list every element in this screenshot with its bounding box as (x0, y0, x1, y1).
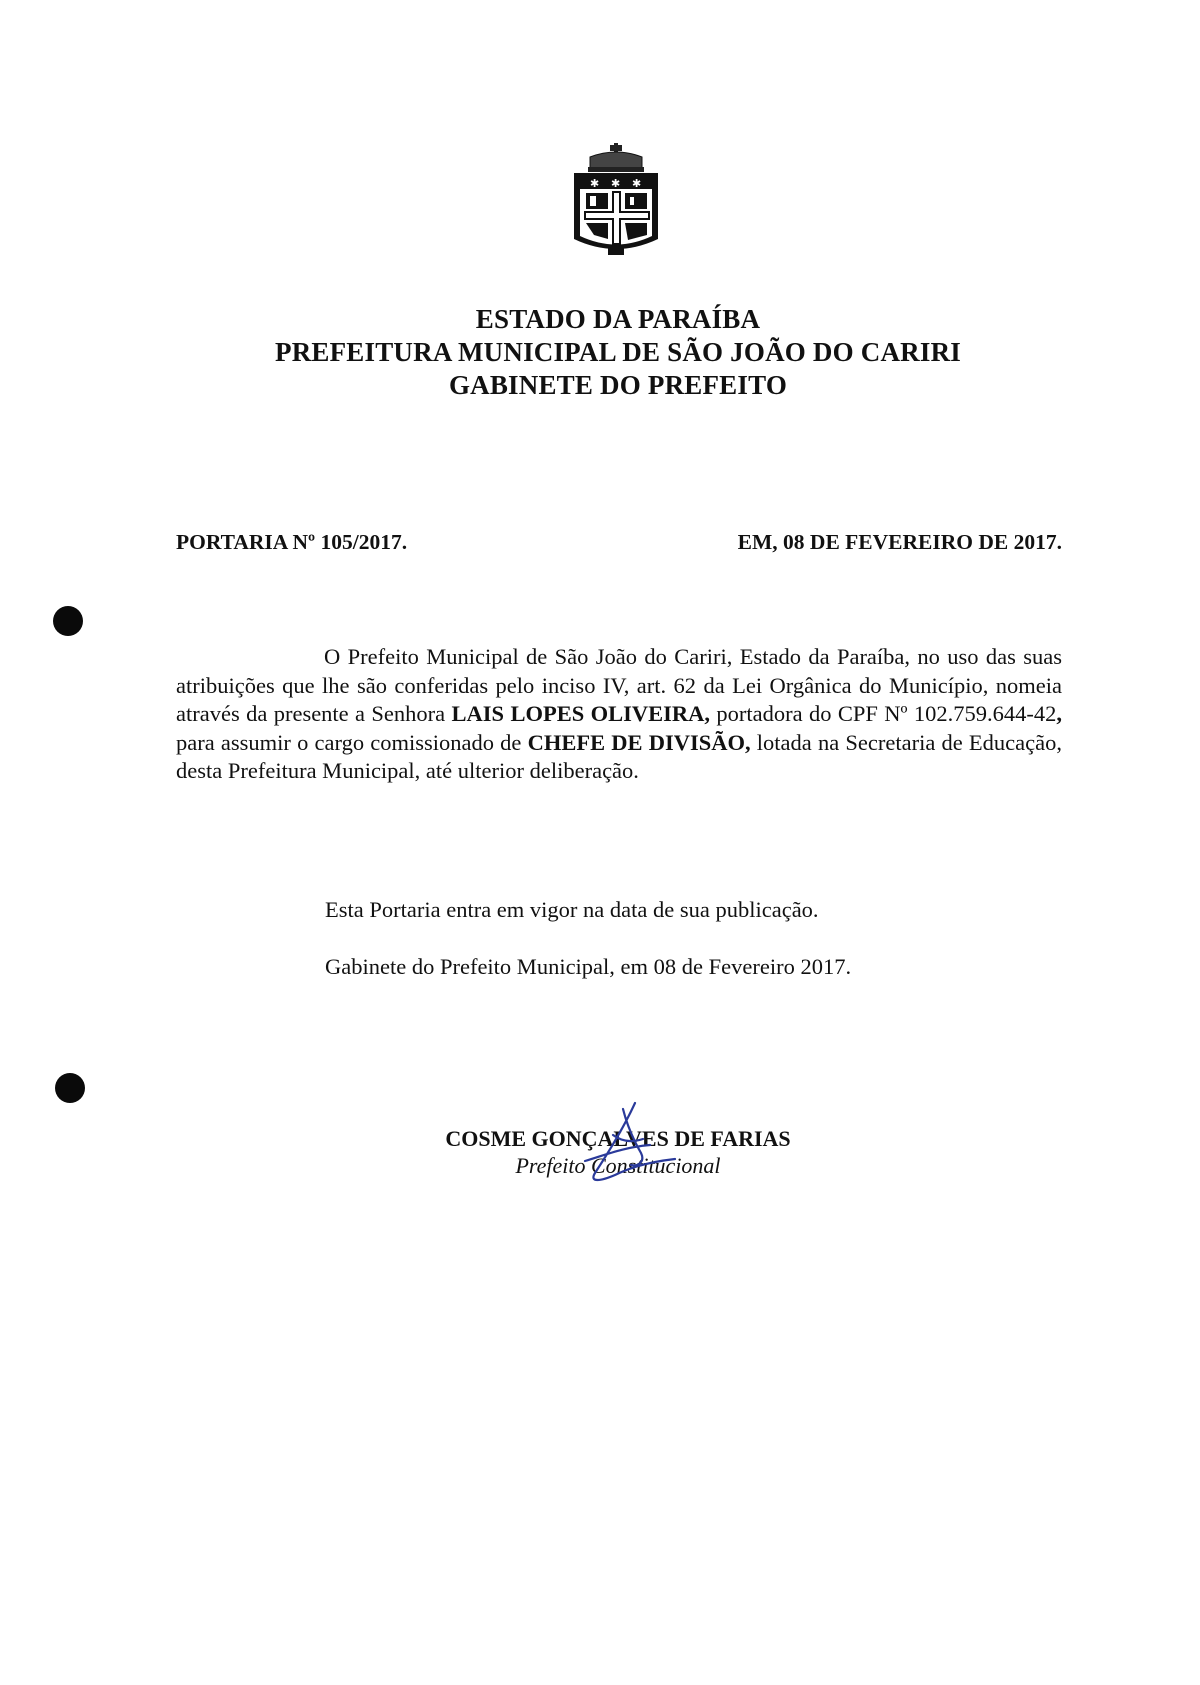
signatory-title: Prefeito Constitucional (515, 1153, 721, 1178)
appointee-name: LAIS LOPES OLIVEIRA, (451, 701, 710, 726)
portaria-date: EM, 08 DE FEVEREIRO DE 2017. (737, 530, 1062, 554)
header-municipality: PREFEITURA MUNICIPAL DE SÃO JOÃO DO CARIRI (275, 337, 961, 367)
punch-hole (55, 1073, 85, 1103)
issuance-paragraph: Gabinete do Prefeito Municipal, em 08 de Fevereiro 2017. (325, 954, 852, 979)
paragraph-text: O Prefeito Municipal de São João do Cariri, Estado da Paraíba, no uso das suas atribuições que lhe são conferidas pelo inciso IV, art. 62 da Lei Orgânica do Município, nomeia através da presente a Senhora (176, 644, 1062, 726)
municipal-coat-of-arms-icon (568, 143, 664, 263)
punch-hole (53, 606, 83, 636)
header-office: GABINETE DO PREFEITO (448, 370, 788, 400)
paragraph-text: para assumir o cargo comissionado de (176, 729, 528, 755)
appointed-role: CHEFE DE DIVISÃO, (527, 729, 751, 755)
svg-text:✱: ✱ (590, 177, 600, 190)
paragraph-text: lotada na Secretaria de Educação, desta Prefeitura Municipal, até ulterior deliberação. (176, 729, 1062, 783)
header-state: ESTADO DA PARAÍBA (475, 304, 761, 334)
portaria-number: PORTARIA Nº 105/2017. (176, 530, 408, 554)
paragraph-text: portadora do CPF Nº 102.759.644-42 (710, 701, 1057, 726)
effective-date-paragraph: Esta Portaria entra em vigor na data de sua publicação. (325, 897, 819, 922)
svg-text:✱: ✱ (632, 177, 642, 190)
signatory-name: COSME GONÇALVES DE FARIAS (445, 1126, 791, 1151)
main-paragraph (176, 643, 1062, 786)
comma: , (1056, 701, 1062, 726)
handwritten-signature (565, 1095, 685, 1185)
document-header (0, 303, 1200, 402)
svg-text:✱: ✱ (611, 177, 621, 190)
